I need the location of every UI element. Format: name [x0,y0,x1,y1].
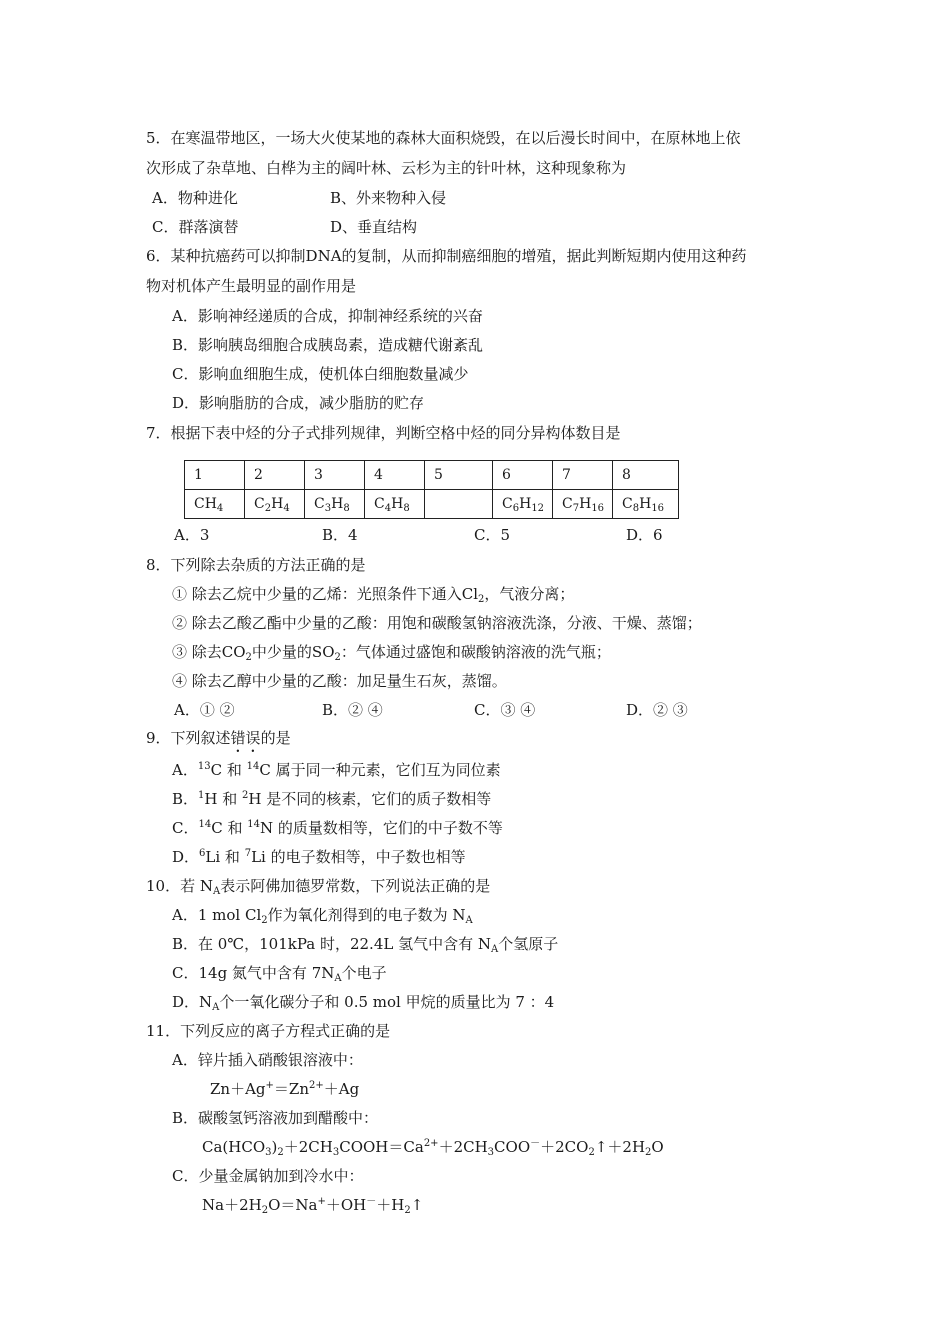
q5-option-c: C．群落演替 [152,218,239,236]
emphasis-text: 错误 [230,729,261,747]
q6-stem-line1: 6．某种抗癌药可以抑制DNA的复制，从而抑制癌细胞的增殖，据此判断短期内使用这种药 [146,247,747,265]
q7-stem: 7．根据下表中烃的分子式排列规律，判断空格中烃的同分异构体数目是 [146,424,621,442]
q9-option-c: C．$^{14}$C 和 $^{14}$N 的质量数相等，它们的中子数不等 [172,819,503,837]
q10-stem: 10．若 $N_A$表示阿佛加德罗常数，下列说法正确的是 [146,877,491,897]
hydrocarbon-table [184,460,679,519]
q11-option-a-label: A．锌片插入硝酸银溶液中： [172,1051,363,1069]
table-cell-formula: $C_3H_8$ [305,490,365,519]
table-cell-formula: $C_4H_8$ [365,490,425,519]
q9-option-d: D．$^6$Li 和 $^7$Li 的电子数相等，中子数也相等 [172,848,466,866]
table-cell-number: 5 [425,461,493,490]
q8-item-4: ④ 除去乙醇中少量的乙酸：加足量生石灰，蒸馏。 [172,672,507,690]
q5-option-b: B、外来物种入侵 [330,189,447,207]
table-cell-number: 4 [365,461,425,490]
q11-option-b-equation: $Ca(HCO_3)_2+2CH_3COOH=Ca^{2+}+2CH_3COO^-+2CO_2↑+2H_2O$ [202,1138,664,1158]
table-cell-number: 2 [245,461,305,490]
q10-option-c: C．14g 氮气中含有 $7N_A$个电子 [172,964,387,984]
q6-option-a: A．影响神经递质的合成，抑制神经系统的兴奋 [172,307,483,325]
table-cell-blank [425,490,493,519]
q11-option-a-equation: $Zn+Ag^+=Zn^{2+}+Ag$ [210,1080,360,1098]
table-row-formulas [185,490,679,519]
table-cell-number: 3 [305,461,365,490]
q6-option-b: B．影响胰岛细胞合成胰岛素，造成糖代谢紊乱 [172,336,484,354]
q9-option-b: B．$^1$H 和 $^2$H 是不同的核素，它们的质子数相等 [172,790,492,808]
q8-item-2: ② 除去乙酸乙酯中少量的乙酸：用饱和碳酸氢钠溶液洗涤，分液、干燥、蒸馏； [172,614,702,632]
q10-option-a: A．1 mol $Cl_2$作为氧化剂得到的电子数为 $N_A$ [172,906,473,926]
table-cell-number: 8 [613,461,679,490]
q8-option-c: C．③ ④ [474,701,536,719]
table-cell-formula: $C_2H_4$ [245,490,305,519]
q5-stem-line2: 次形成了杂草地、白桦为主的阔叶林、云杉为主的针叶林，这种现象称为 [146,159,627,177]
q9-option-a: A．$^{13}$C 和 $^{14}$C 属于同一种元素，它们互为同位素 [172,761,501,779]
table-cell-formula: $C_6H_{12}$ [493,490,553,519]
q5-option-d: D、垂直结构 [330,218,418,236]
q8-item-1: ① 除去乙烷中少量的乙烯：光照条件下通入$Cl_2$，气液分离； [172,585,575,605]
q8-item-3: ③ 除去$CO_2$中少量的$SO_2$：气体通过盛饱和碳酸钠溶液的洗气瓶； [172,643,611,663]
table-cell-number: 1 [185,461,245,490]
q10-option-b: B．在 0℃，101kPa 时，22.4L 氢气中含有 $N_A$个氢原子 [172,935,559,955]
q8-option-a: A．① ② [174,701,235,719]
q8-stem: 8．下列除去杂质的方法正确的是 [146,556,366,574]
q7-option-d: D．6 [626,526,663,544]
table-cell-number: 6 [493,461,553,490]
q5-stem-line1: 5．在寒温带地区，一场大火使某地的森林大面积烧毁，在以后漫长时间中，在原林地上依 [146,129,741,147]
q11-stem: 11．下列反应的离子方程式正确的是 [146,1022,391,1040]
q8-option-b: B．② ④ [322,701,383,719]
q7-option-b: B．4 [322,526,358,544]
q8-option-d: D．② ③ [626,701,688,719]
q10-option-d: D．$N_A$个一氧化碳分子和 0.5 mol 甲烷的质量比为 7 ：4 [172,993,555,1013]
q9-stem: 9．下列叙述错误的是 [146,729,291,747]
q6-option-c: C．影响血细胞生成，使机体白细胞数量减少 [172,365,469,383]
q6-stem-line2: 物对机体产生最明显的副作用是 [146,277,357,295]
table-row-numbers [185,461,679,490]
q7-option-a: A．3 [174,526,210,544]
table-cell-formula: $CH_4$ [185,490,245,519]
q5-option-a: A．物种进化 [152,189,238,207]
q11-option-c-label: C．少量金属钠加到冷水中： [172,1167,364,1185]
q11-option-c-equation: $Na+2H_2O=Na^++OH^-+H_2↑$ [202,1196,424,1216]
q11-option-b-label: B．碳酸氢钙溶液加到醋酸中： [172,1109,379,1127]
table-cell-number: 7 [553,461,613,490]
table-cell-formula: $C_8H_{16}$ [613,490,679,519]
q6-option-d: D．影响脂肪的合成，减少脂肪的贮存 [172,394,425,412]
q7-option-c: C．5 [474,526,511,544]
table-cell-formula: $C_7H_{16}$ [553,490,613,519]
